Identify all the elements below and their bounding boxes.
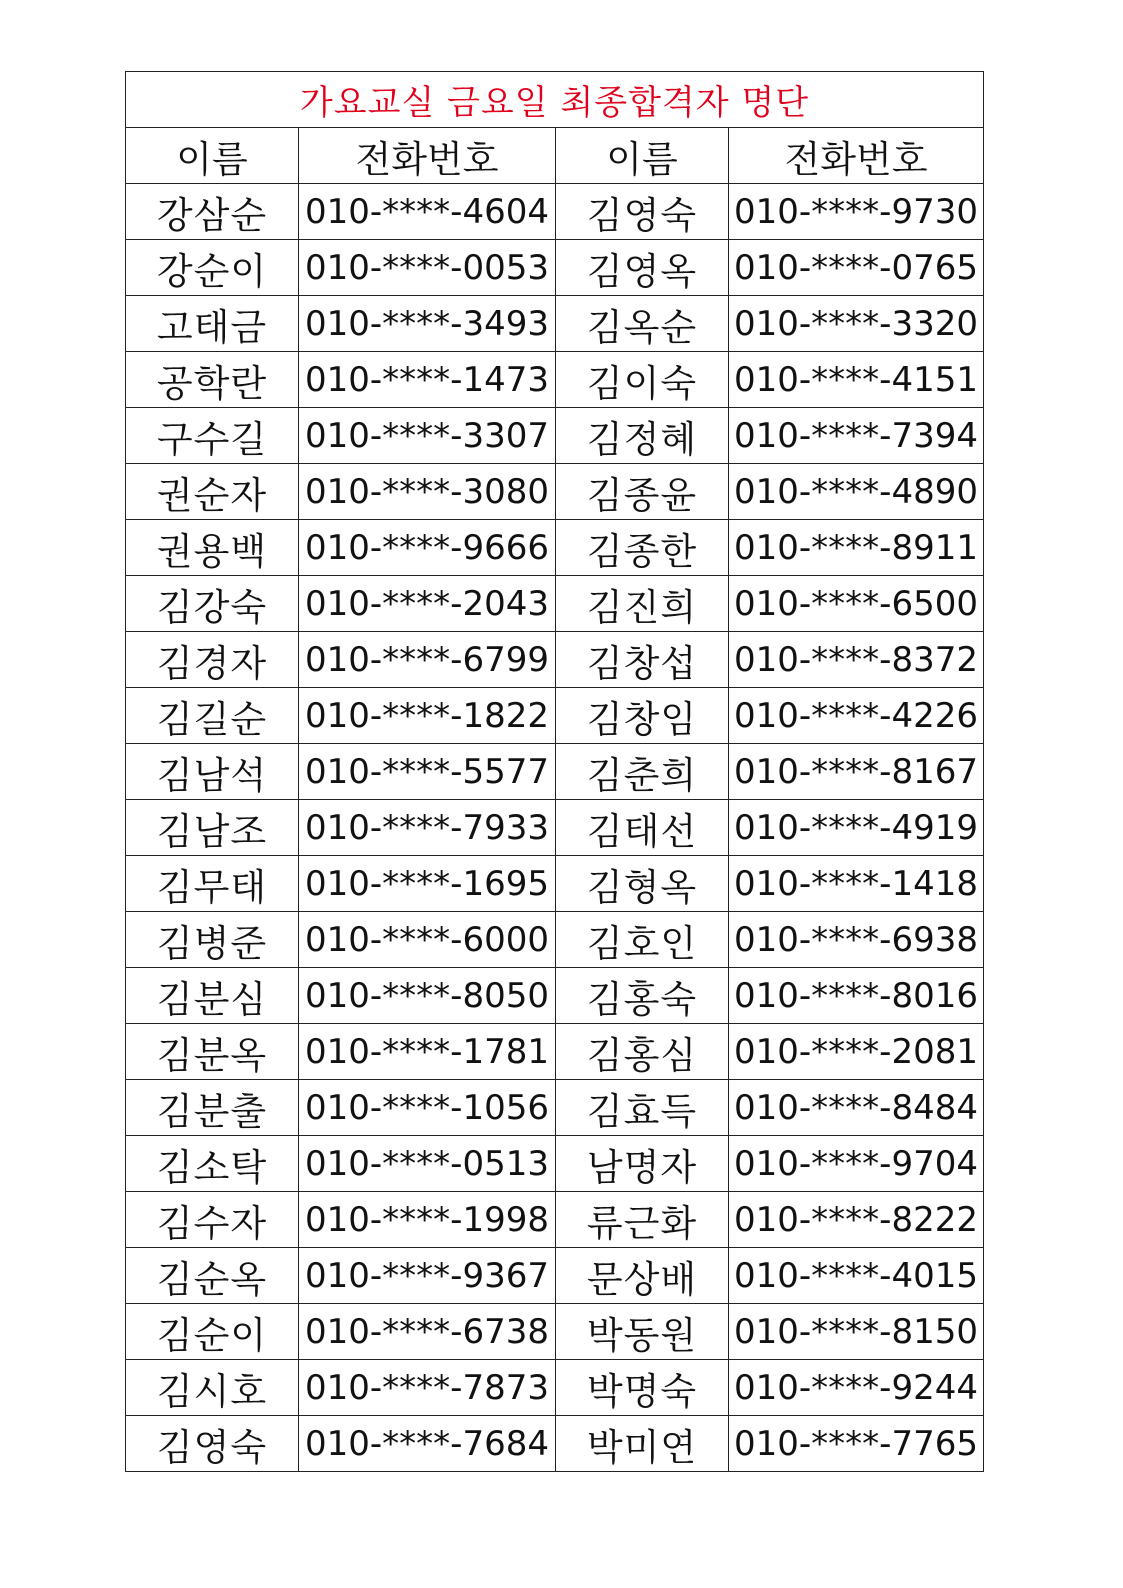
table-row bbox=[126, 184, 984, 240]
phone-cell-right: 010-****-8911 bbox=[729, 520, 984, 576]
name-cell-left: 김분옥 bbox=[126, 1024, 299, 1080]
name-cell-left: 김소탁 bbox=[126, 1136, 299, 1192]
table-row bbox=[126, 1248, 984, 1304]
phone-cell-right: 010-****-8222 bbox=[729, 1192, 984, 1248]
phone-cell-right: 010-****-6938 bbox=[729, 912, 984, 968]
name-cell-left: 김경자 bbox=[126, 632, 299, 688]
name-cell-right: 류근화 bbox=[556, 1192, 729, 1248]
phone-cell-right: 010-****-8150 bbox=[729, 1304, 984, 1360]
phone-cell-left: 010-****-3307 bbox=[299, 408, 556, 464]
name-cell-left: 김시호 bbox=[126, 1360, 299, 1416]
roster-table bbox=[125, 71, 984, 1472]
name-cell-left: 강순이 bbox=[126, 240, 299, 296]
header-phone-right: 전화번호 bbox=[729, 128, 984, 184]
title-row bbox=[126, 72, 984, 128]
name-cell-left: 공학란 bbox=[126, 352, 299, 408]
phone-cell-right: 010-****-4226 bbox=[729, 688, 984, 744]
phone-cell-left: 010-****-1781 bbox=[299, 1024, 556, 1080]
table-row bbox=[126, 240, 984, 296]
name-cell-right: 박동원 bbox=[556, 1304, 729, 1360]
phone-cell-right: 010-****-6500 bbox=[729, 576, 984, 632]
table-row bbox=[126, 1304, 984, 1360]
phone-cell-left: 010-****-1998 bbox=[299, 1192, 556, 1248]
table-row bbox=[126, 1416, 984, 1472]
phone-cell-left: 010-****-7684 bbox=[299, 1416, 556, 1472]
name-cell-right: 김춘희 bbox=[556, 744, 729, 800]
phone-cell-left: 010-****-8050 bbox=[299, 968, 556, 1024]
name-cell-left: 김수자 bbox=[126, 1192, 299, 1248]
phone-cell-left: 010-****-9666 bbox=[299, 520, 556, 576]
phone-cell-right: 010-****-8484 bbox=[729, 1080, 984, 1136]
name-cell-left: 김강숙 bbox=[126, 576, 299, 632]
phone-cell-left: 010-****-6799 bbox=[299, 632, 556, 688]
phone-cell-right: 010-****-4015 bbox=[729, 1248, 984, 1304]
table-row bbox=[126, 352, 984, 408]
name-cell-left: 김영숙 bbox=[126, 1416, 299, 1472]
phone-cell-left: 010-****-0513 bbox=[299, 1136, 556, 1192]
phone-cell-right: 010-****-3320 bbox=[729, 296, 984, 352]
phone-cell-left: 010-****-1822 bbox=[299, 688, 556, 744]
name-cell-left: 구수길 bbox=[126, 408, 299, 464]
phone-cell-right: 010-****-4919 bbox=[729, 800, 984, 856]
table-row bbox=[126, 576, 984, 632]
phone-cell-right: 010-****-4151 bbox=[729, 352, 984, 408]
name-cell-right: 김종윤 bbox=[556, 464, 729, 520]
table-row bbox=[126, 632, 984, 688]
table-row bbox=[126, 464, 984, 520]
table-row bbox=[126, 520, 984, 576]
phone-cell-left: 010-****-0053 bbox=[299, 240, 556, 296]
table-row bbox=[126, 1136, 984, 1192]
name-cell-left: 김병준 bbox=[126, 912, 299, 968]
name-cell-right: 김이숙 bbox=[556, 352, 729, 408]
name-cell-right: 김홍심 bbox=[556, 1024, 729, 1080]
table-row bbox=[126, 1024, 984, 1080]
name-cell-right: 김영숙 bbox=[556, 184, 729, 240]
name-cell-left: 김분심 bbox=[126, 968, 299, 1024]
name-cell-left: 강삼순 bbox=[126, 184, 299, 240]
phone-cell-right: 010-****-8372 bbox=[729, 632, 984, 688]
name-cell-right: 김옥순 bbox=[556, 296, 729, 352]
phone-cell-left: 010-****-9367 bbox=[299, 1248, 556, 1304]
table-row bbox=[126, 968, 984, 1024]
phone-cell-left: 010-****-6000 bbox=[299, 912, 556, 968]
header-name-left: 이름 bbox=[126, 128, 299, 184]
table-row bbox=[126, 912, 984, 968]
phone-cell-left: 010-****-1695 bbox=[299, 856, 556, 912]
header-name-right: 이름 bbox=[556, 128, 729, 184]
phone-cell-left: 010-****-4604 bbox=[299, 184, 556, 240]
table-row bbox=[126, 744, 984, 800]
phone-cell-right: 010-****-9704 bbox=[729, 1136, 984, 1192]
phone-cell-right: 010-****-8016 bbox=[729, 968, 984, 1024]
name-cell-right: 김진희 bbox=[556, 576, 729, 632]
table-row bbox=[126, 296, 984, 352]
phone-cell-right: 010-****-4890 bbox=[729, 464, 984, 520]
table-title: 가요교실 금요일 최종합격자 명단 bbox=[126, 72, 984, 128]
table-row bbox=[126, 688, 984, 744]
table-row bbox=[126, 408, 984, 464]
name-cell-left: 권순자 bbox=[126, 464, 299, 520]
phone-cell-left: 010-****-1056 bbox=[299, 1080, 556, 1136]
name-cell-right: 김태선 bbox=[556, 800, 729, 856]
name-cell-right: 박미연 bbox=[556, 1416, 729, 1472]
header-phone-left: 전화번호 bbox=[299, 128, 556, 184]
table-row bbox=[126, 1080, 984, 1136]
name-cell-left: 김길순 bbox=[126, 688, 299, 744]
phone-cell-right: 010-****-8167 bbox=[729, 744, 984, 800]
name-cell-left: 권용백 bbox=[126, 520, 299, 576]
table-row bbox=[126, 856, 984, 912]
phone-cell-right: 010-****-7394 bbox=[729, 408, 984, 464]
phone-cell-right: 010-****-0765 bbox=[729, 240, 984, 296]
phone-cell-left: 010-****-3080 bbox=[299, 464, 556, 520]
phone-cell-right: 010-****-9730 bbox=[729, 184, 984, 240]
name-cell-right: 김창임 bbox=[556, 688, 729, 744]
name-cell-left: 김무태 bbox=[126, 856, 299, 912]
table-row bbox=[126, 1360, 984, 1416]
name-cell-right: 김창섭 bbox=[556, 632, 729, 688]
phone-cell-right: 010-****-2081 bbox=[729, 1024, 984, 1080]
phone-cell-left: 010-****-6738 bbox=[299, 1304, 556, 1360]
name-cell-right: 김호인 bbox=[556, 912, 729, 968]
table-row bbox=[126, 1192, 984, 1248]
table-row bbox=[126, 800, 984, 856]
name-cell-left: 김분출 bbox=[126, 1080, 299, 1136]
roster-body bbox=[126, 184, 984, 1472]
phone-cell-right: 010-****-7765 bbox=[729, 1416, 984, 1472]
phone-cell-right: 010-****-9244 bbox=[729, 1360, 984, 1416]
name-cell-right: 김홍숙 bbox=[556, 968, 729, 1024]
name-cell-right: 김정혜 bbox=[556, 408, 729, 464]
name-cell-left: 김남석 bbox=[126, 744, 299, 800]
phone-cell-right: 010-****-1418 bbox=[729, 856, 984, 912]
name-cell-left: 김남조 bbox=[126, 800, 299, 856]
name-cell-left: 김순옥 bbox=[126, 1248, 299, 1304]
name-cell-left: 김순이 bbox=[126, 1304, 299, 1360]
phone-cell-left: 010-****-7873 bbox=[299, 1360, 556, 1416]
name-cell-right: 김효득 bbox=[556, 1080, 729, 1136]
phone-cell-left: 010-****-7933 bbox=[299, 800, 556, 856]
name-cell-right: 문상배 bbox=[556, 1248, 729, 1304]
phone-cell-left: 010-****-2043 bbox=[299, 576, 556, 632]
name-cell-right: 김종한 bbox=[556, 520, 729, 576]
phone-cell-left: 010-****-3493 bbox=[299, 296, 556, 352]
name-cell-right: 박명숙 bbox=[556, 1360, 729, 1416]
phone-cell-left: 010-****-5577 bbox=[299, 744, 556, 800]
header-row bbox=[126, 128, 984, 184]
name-cell-right: 남명자 bbox=[556, 1136, 729, 1192]
name-cell-right: 김영옥 bbox=[556, 240, 729, 296]
phone-cell-left: 010-****-1473 bbox=[299, 352, 556, 408]
name-cell-right: 김형옥 bbox=[556, 856, 729, 912]
name-cell-left: 고태금 bbox=[126, 296, 299, 352]
